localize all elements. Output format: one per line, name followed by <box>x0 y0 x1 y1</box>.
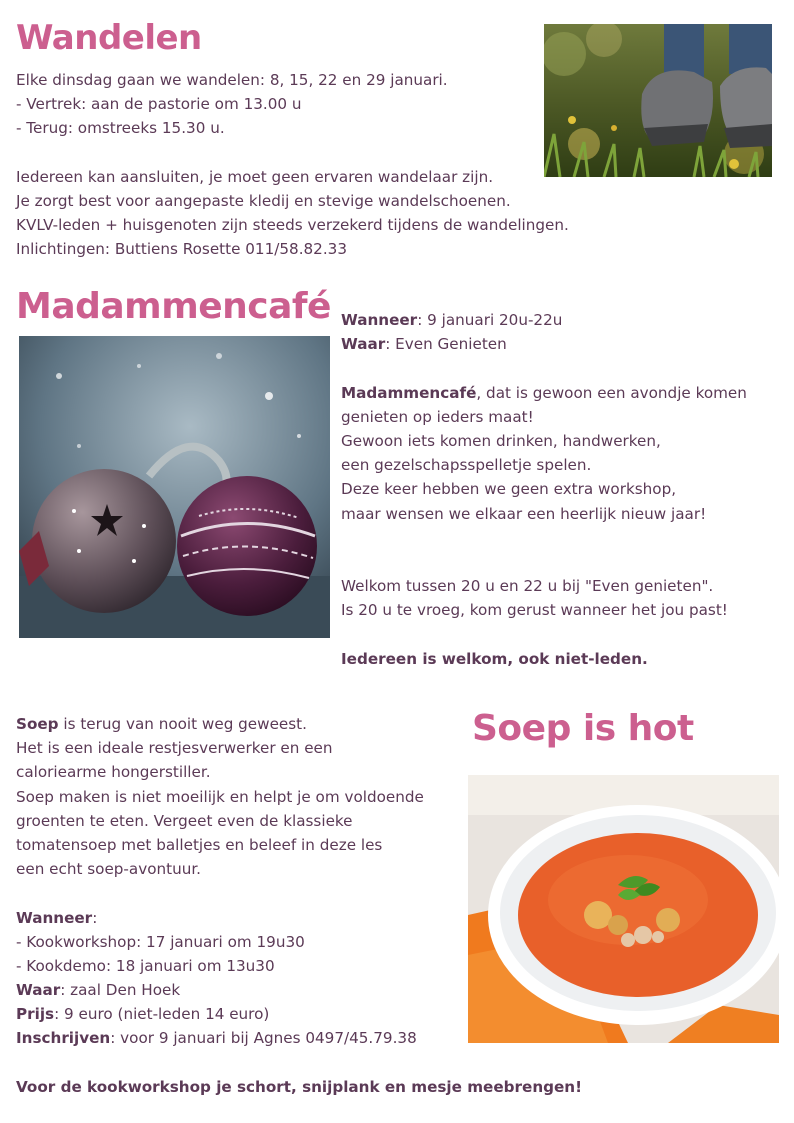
where-label: Waar <box>341 335 386 354</box>
soep-when-label: Wanneer <box>16 908 93 927</box>
soep-title: Soep is hot <box>472 708 694 749</box>
soep-intro <box>16 712 582 736</box>
soep-signup <box>16 1026 582 1050</box>
intro-rest: , dat is gewoon een avondje komen <box>476 383 747 402</box>
soep-line-5: tomatensoep met balletjes en beleef in deze les <box>16 835 383 854</box>
soep-where-value: : zaal Den Hoek <box>60 981 181 1000</box>
soep-line-4: groenten te eten. Vergeet even de klassieke <box>16 811 353 830</box>
soep-text <box>16 712 582 1099</box>
soep-note: Voor de kookworkshop je schort, snijplank en mesje meebrengen! <box>16 1077 583 1096</box>
soep-intro-rest: is terug van nooit weg geweest. <box>58 715 307 733</box>
wandelen-line-7: Inlichtingen: Buttiens Rosette 011/58.82.33 <box>16 240 347 259</box>
madammencafe-where <box>341 332 747 356</box>
madammencafe-intro <box>341 381 747 405</box>
when-label: Wanneer <box>341 311 418 329</box>
soep-signup-label: Inschrijven <box>16 1029 111 1048</box>
wandelen-text <box>16 68 569 262</box>
madammencafe-when <box>341 308 747 332</box>
madammencafe-line-4: Deze keer hebben we geen extra workshop, <box>341 480 677 499</box>
wandelen-line-6: KVLV-leden + huisgenoten zijn steeds verzekerd tijdens de wandelingen. <box>16 216 569 235</box>
hiking-shoes-photo <box>544 24 772 177</box>
soep-signup-value: : voor 9 januari bij Agnes 0497/45.79.38 <box>110 1029 417 1048</box>
soep-where <box>16 978 582 1002</box>
wandelen-line-3: - Terug: omstreeks 15.30 u. <box>16 119 225 138</box>
wandelen-line-5: Je zorgt best voor aangepaste kledij en stevige wandelschoenen. <box>16 191 511 210</box>
madammencafe-welcome-2: Is 20 u te vroeg, kom gerust wanneer het jou past! <box>341 601 728 620</box>
madammencafe-text <box>341 308 747 671</box>
wandelen-line-2: - Vertrek: aan de pastorie om 13.00 u <box>16 95 302 114</box>
wandelen-title: Wandelen <box>16 18 202 58</box>
madammencafe-title: Madammencafé <box>16 286 331 327</box>
madammencafe-everyone: Iedereen is welkom, ook niet-leden. <box>341 649 648 668</box>
soep-demo: - Kookdemo: 18 januari om 13u30 <box>16 956 275 975</box>
madammencafe-line-1: genieten op ieders maat! <box>341 407 534 426</box>
madammencafe-line-3: een gezelschapsspelletje spelen. <box>341 456 592 475</box>
madammencafe-line-5: maar wensen we elkaar een heerlijk nieuw jaar! <box>341 504 707 523</box>
soep-line-2: caloriearme hongerstiller. <box>16 763 211 782</box>
intro-bold: Madammencafé <box>341 383 477 402</box>
madammencafe-welcome-1: Welkom tussen 20 u en 22 u bij "Even genieten". <box>341 577 714 596</box>
soep-price <box>16 1002 582 1026</box>
wandelen-line-4: Iedereen kan aansluiten, je moet geen ervaren wandelaar zijn. <box>16 167 494 186</box>
soep-line-6: een echt soep-avontuur. <box>16 860 202 879</box>
when-value: : 9 januari 20u-22u <box>417 311 563 329</box>
soep-when-colon: : <box>92 908 98 927</box>
soep-intro-bold: Soep <box>16 715 59 733</box>
wandelen-line-1: Elke dinsdag gaan we wandelen: 8, 15, 22 en 29 januari. <box>16 71 448 89</box>
soep-workshop: - Kookworkshop: 17 januari om 19u30 <box>16 932 305 951</box>
soep-price-value: : 9 euro (niet-leden 14 euro) <box>54 1005 270 1024</box>
madammencafe-line-2: Gewoon iets komen drinken, handwerken, <box>341 431 661 450</box>
soep-line-3: Soep maken is niet moeilijk en helpt je om voldoende <box>16 787 424 806</box>
soep-line-1: Het is een ideale restjesverwerker en een <box>16 739 333 758</box>
where-value: : Even Genieten <box>385 335 507 354</box>
christmas-baubles-photo <box>19 336 330 638</box>
soep-where-label: Waar <box>16 981 61 1000</box>
soep-price-label: Prijs <box>16 1005 55 1024</box>
soep-when <box>16 906 582 930</box>
